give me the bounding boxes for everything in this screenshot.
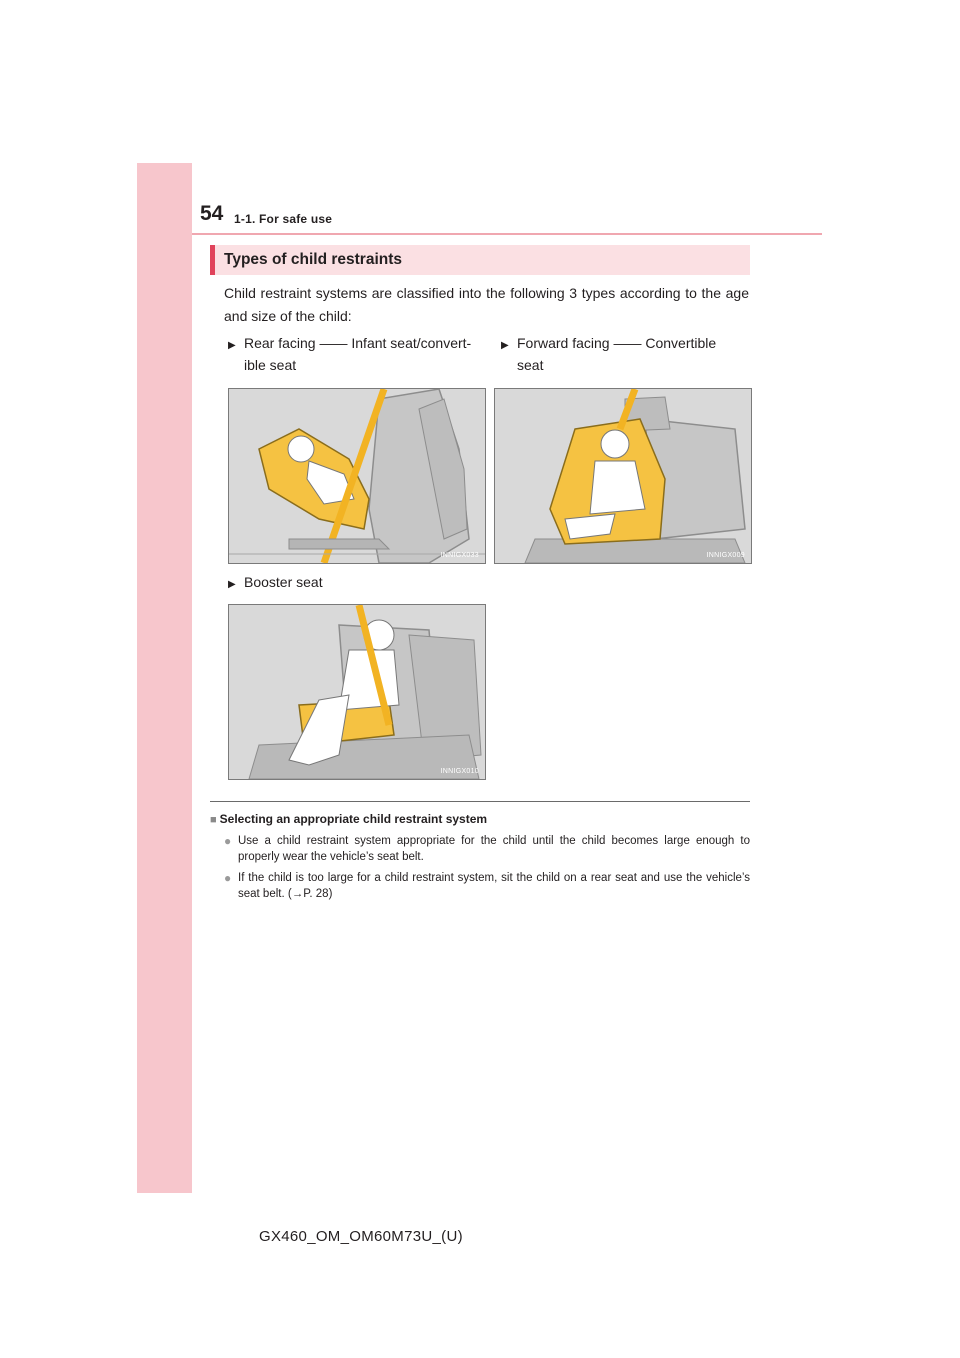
- triangle-bullet-icon: ▶: [501, 340, 509, 351]
- page-number: 54: [200, 202, 224, 225]
- caption-line: Forward facing —— Convertible: [517, 335, 717, 351]
- notes-rule: [210, 801, 750, 802]
- image-code: INNIGX010: [440, 768, 479, 775]
- booster-seat-illustration: [228, 604, 486, 780]
- note-text: If the child is too large for a child restraint system, sit the child on a rear seat and use the vehicle’s seat belt. (→P. 28): [238, 872, 750, 900]
- document-footer-code: GX460_OM_OM60M73U_(U): [259, 1228, 463, 1245]
- chapter-side-tab: [137, 163, 192, 1193]
- caption-forward-facing: [501, 332, 746, 376]
- intro-paragraph: Child restraint systems are classified into the following 3 types according to the age and size of the child:: [224, 285, 749, 324]
- note-item: [224, 870, 750, 902]
- booster-seat-drawing: [229, 605, 485, 779]
- caption-line: seat: [517, 357, 544, 373]
- heading-title: Types of child restraints: [224, 251, 403, 268]
- image-code: INNIGX033: [440, 552, 479, 559]
- caption-line: Booster seat: [244, 574, 323, 590]
- heading-accent: [210, 245, 215, 275]
- section-title: 1-1. For safe use: [234, 212, 333, 226]
- notes-title-text: Selecting an appropriate child restraint system: [219, 812, 488, 826]
- rear-facing-seat-illustration: [228, 388, 486, 564]
- forward-facing-seat-illustration: [494, 388, 752, 564]
- notes-title: [210, 812, 487, 826]
- note-text: Use a child restraint system appropriate for the child until the child becomes large enough to properly wear the vehicle’s seat belt.: [238, 835, 750, 863]
- round-bullet-icon: ●: [224, 871, 232, 885]
- header-rule: [192, 233, 822, 235]
- image-code: INNIGX009: [706, 552, 745, 559]
- round-bullet-icon: ●: [224, 834, 232, 848]
- forward-facing-seat-drawing: [495, 389, 751, 563]
- triangle-bullet-icon: ▶: [228, 579, 236, 590]
- caption-rear-facing: [228, 332, 480, 376]
- caption-booster-seat: [228, 571, 480, 593]
- note-item: [224, 833, 750, 865]
- triangle-bullet-icon: ▶: [228, 340, 236, 351]
- rear-facing-seat-drawing: [229, 389, 485, 563]
- square-bullet-icon: ■: [210, 814, 217, 826]
- caption-line: Rear facing —— Infant seat/convert-: [244, 335, 472, 351]
- heading-bar: [210, 245, 750, 275]
- caption-line: ible seat: [244, 357, 297, 373]
